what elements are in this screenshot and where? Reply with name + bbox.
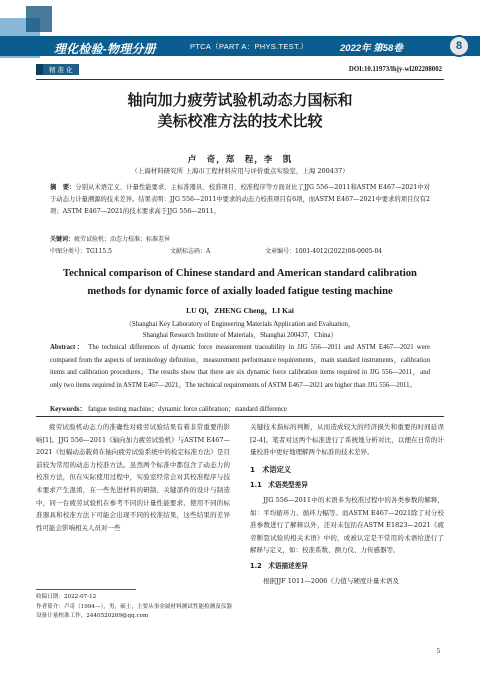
abstract-zh-label: 摘 要： bbox=[50, 184, 76, 191]
section-heading: 1 术语定义 bbox=[250, 464, 291, 474]
keywords-en-text: fatigue testing machine；dynamic force calibration；standard difference bbox=[87, 406, 287, 413]
abstract-en-label: Abstract： bbox=[50, 344, 86, 351]
abstract-en-text: The technical differences of dynamic force measurement traceability in JJG 556—2011 and ASTM E467—2021 were compared from the aspects of terminology definition，measurement performance requirements，main standard instruments，calibration items and calibration procedures。The results show that there are six dynamic force calibration items required in JJG 556—2011，and only two items required in ASTM E467—2021。The technical requirements of ASTM E467—2021 are higher than JJG 556—2011。 bbox=[50, 344, 430, 389]
keywords-zh-text: 疲劳试验机；动态力校准；标准差异 bbox=[74, 236, 171, 243]
footnote-rule bbox=[36, 589, 136, 590]
title-en-line2: methods for dynamic force of axially loaded fatigue testing machine bbox=[87, 286, 393, 297]
journal-brand: 理化检验-物理分册 bbox=[54, 42, 156, 56]
body-paragraph: 关键技术指标的判断，从而造成较大的经济损失和重要的时间延误[2-4]。笔者对这两个标准进行了系统地分析对比，以便在日常的计量校准中更好地理解两个标准的技术差异。 bbox=[250, 423, 444, 457]
body-paragraph: 疲劳试验机动态力的准确性对疲劳试验结果有着非常重要的影响[1]。JJG 556—2011《轴向加力疲劳试验机》与ASTM E467—2021《恒幅动态载荷在轴向疲劳试验系统中的检定标准方法》是目前较为常用的动态力校准方法。虽然两个标准中都包含了动态力的校准方法，但在实际使用过程中，实验室经常会对其校准程序与技术要求产生混淆，在一些先进材料的研制、关键部件的设计与制造中，同一台疲劳试验机在参考不同的计量性能要求、使用不同的标准器具和校准方法下可能会出现不同的校准结果，这些结果的差异性可能会影响相关人员对一些 bbox=[36, 423, 230, 532]
keywords-zh-label: 关键词： bbox=[50, 236, 75, 243]
body-paragraph: JJG 556—2011中的术语多为校准过程中的各类参数的解释，如：平均循环力、循环力幅等。而ASTM E467—2021除了对分校准参数进行了解释以外，还对未包括在ASTM E1823—2021《疲劳断裂试验的相关术语》中的，或被认定是不常用的术语给进行了解释与定义，如：校准系数、测力仪、力传感器等。 bbox=[250, 495, 444, 555]
article-number: 文章编号：1001-4012(2022)08-0005-04 bbox=[265, 248, 383, 255]
document-code: 文献标志码：A bbox=[170, 248, 211, 255]
journal-name: PTCA（PART A：PHYS.TEST.） bbox=[190, 42, 309, 51]
column-tag: 精 准 化 bbox=[36, 64, 79, 75]
doi: DOI:10.11973/lhjy-wl202208002 bbox=[348, 66, 442, 73]
page-number: 5 bbox=[436, 648, 440, 655]
journal-logo-accent bbox=[26, 6, 52, 32]
keywords-en-label: Keywords： bbox=[50, 406, 87, 413]
title-zh bbox=[40, 90, 440, 132]
header-rule bbox=[36, 79, 444, 80]
subsection-heading: 1.2 术语描述差异 bbox=[250, 561, 308, 570]
affiliation-en bbox=[40, 319, 440, 341]
title-en-line1: Technical comparison of Chinese standard and American standard calibration bbox=[63, 268, 417, 279]
title-en bbox=[30, 265, 450, 301]
body-column-left bbox=[36, 421, 230, 534]
abstract-zh bbox=[50, 182, 430, 218]
affiliation-en-line2: Shanghai Research Institute of Materials，Shanghai 200437，China） bbox=[142, 332, 338, 339]
abstract-zh-text: 分别从术语定义、计量性能要求、主标准器具、校准项目、校准程序等方面对比了JJG 556—2011和ASTM E467—2021中对于动态力计量溯源的技术差异。结果表明：JJG 556—2011中要求的动态力校准项目有6项，而ASTM E467—2021中要求的项目仅有2项；ASTM E467—2021的技术要求高于JJG 556—2011。 bbox=[50, 184, 431, 215]
received-date: 收稿日期：2022-07-12 bbox=[36, 594, 97, 600]
classification-row bbox=[50, 246, 430, 255]
affiliation-zh: （上海材料研究所 上海市工程材料应用与评价重点实验室，上海 200437） bbox=[131, 167, 349, 175]
abstract-rule bbox=[36, 416, 444, 417]
abstract-en bbox=[50, 342, 430, 392]
author-bio: 作者简介：卢奇（1994—），男，硕士，主要从事金属材料测试性能检测及仪器设备计量校准工作，2440520269@qq.com bbox=[36, 603, 233, 619]
body-paragraph: 根据JJF 1011—2006《力值与硬度计量术语及 bbox=[263, 576, 399, 585]
authors-zh: 卢 奇，郑 程，李 凯 bbox=[187, 155, 293, 165]
footnote bbox=[36, 593, 236, 622]
keywords-en bbox=[50, 403, 430, 413]
issue-badge: 8 bbox=[448, 35, 470, 57]
subsection-heading: 1.1 术语类型差异 bbox=[250, 481, 308, 490]
clc-number: 中图分类号：TG115.5 bbox=[50, 248, 112, 255]
title-zh-line1: 轴向加力疲劳试验机动态力国标和 bbox=[127, 91, 353, 109]
keywords-zh bbox=[50, 234, 430, 243]
authors-en: LU Qi，ZHENG Cheng，LI Kai bbox=[186, 306, 294, 315]
affiliation-en-line1: （Shanghai Key Laboratory of Engineering Materials Application and Evaluation， bbox=[125, 321, 355, 328]
body-column-right bbox=[250, 421, 444, 587]
year-volume: 2022年 第58卷 bbox=[340, 43, 403, 54]
title-zh-line2: 美标校准方法的技术比较 bbox=[157, 112, 323, 130]
